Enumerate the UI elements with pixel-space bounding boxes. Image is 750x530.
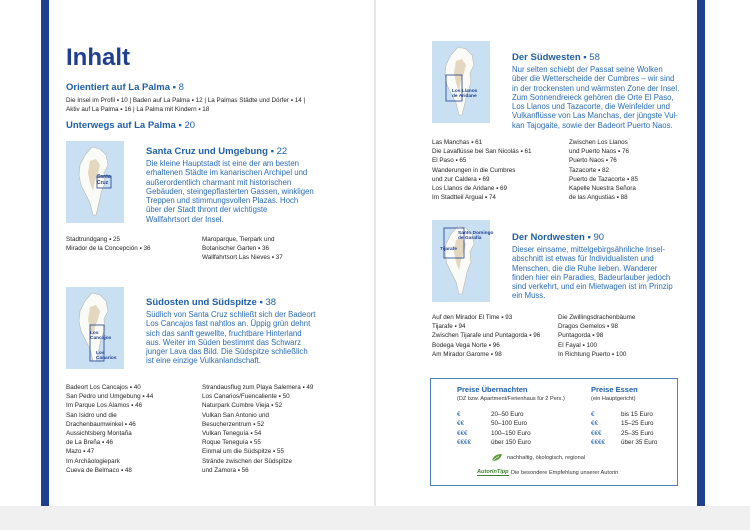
leaf-legend-text: nachhaltig, ökologisch, regional <box>507 455 586 461</box>
suedwesten-map-label: Los Llanos de Aridane <box>452 89 478 100</box>
nordwesten-list-1: Auf den Mirador El Time ▪ 93 Tijarafe ▪ 94 Zwischen Tijarafe und Puntagorda ▪ 96 Bodega Vega Norte ▪ 96 Am Mirador Garome ▪ 98 <box>432 314 541 358</box>
page-shadow <box>0 506 750 530</box>
page-title: Inhalt <box>66 44 130 71</box>
right-edge-bar <box>697 0 705 506</box>
suedwesten-heading[interactable]: Der Südwesten ▪ 58 <box>512 52 600 63</box>
unterwegs-heading[interactable]: Unterwegs auf La Palma ▪ 20 <box>66 120 196 131</box>
price-food-values: bis 15 Euro 15–25 Euro 25–35 Euro über 35 Euro <box>621 411 658 446</box>
santa-cruz-list-1: Stadtrundgang ▪ 25 Mirador de la Concepción ▪ 36 <box>66 236 151 253</box>
nordwesten-list-2: Die Zwillingsdrachenbäume Dragos Gemelos ▪ 98 Puntagorda ▪ 98 El Fayal ▪ 100 In Richtung Puerto ▪ 100 <box>558 314 636 358</box>
nordwesten-intro: Dieser einsame, mittelgebirgsähnliche Insel- abschnitt ist etwas für Individualisten und Menschen, die die Ruhe lieben. Wanderer finden hier ein Paradies, Badeurlauber jedoch sind verkehrt, und ein Mietwagen ist im Prinzip ein Muss. <box>512 245 673 301</box>
orient-heading[interactable]: Orientiert auf La Palma ▪ 8 <box>66 82 184 93</box>
book-fold <box>374 0 376 506</box>
sueden-list-2: Strandausflug zum Playa Salemera ▪ 49 Los Canarios/Fuencaliente ▪ 50 Naturpark Cumbre Vieja ▪ 52 Vulkan San Antonio und Besucherzentrum ▪ 52 Vulkan Teneguía ▪ 54 Roque Teneguía ▪ 55 Einmal um die Südspitze ▪ 55 Strände zwischen der Südspitze und Zamora ▪ 56 <box>202 384 314 474</box>
price-food-symbols: € €€ €€€ €€€€ <box>591 411 606 446</box>
santa-cruz-heading[interactable]: Santa Cruz und Umgebung ▪ 22 <box>146 146 288 157</box>
nordwesten-map-label-1: Santo Domingo de Garafía <box>458 231 494 242</box>
sueden-map-label-1: Los Cancajos <box>90 331 112 342</box>
autorin-tipp-logo: AutorinTipp <box>477 469 509 475</box>
orient-list: Die Insel im Profil ▪ 10 | Baden auf La Palma ▪ 12 | La Palmas Städte und Dörfer ▪ 14 | Aktiv auf La Palma ▪ 16 | La Palma mit Kindern ▪ 18 <box>66 97 306 114</box>
suedwesten-list-2: Zwischen Los Llanos und Puerto Naos ▪ 76 Puerto Naos ▪ 76 Tazacorte ▪ 82 Puerto de Tazacorte ▪ 85 Kapelle Nuestra Señora de las Angustias ▪ 88 <box>569 139 638 202</box>
nordwesten-heading[interactable]: Der Nordwesten ▪ 90 <box>512 232 605 243</box>
price-stay-sub: (DZ bzw. Apartment/Ferienhaus für 2 Pers.) <box>457 396 565 402</box>
sueden-map-label-2: Los Canarios <box>96 351 117 362</box>
santa-cruz-map-label: Santa Cruz <box>97 174 111 186</box>
suedwesten-list-1: Las Manchas ▪ 61 Die Lavaflüsse bei San Nicolás ▪ 61 El Paso ▪ 65 Wanderungen in die Cumbres und zur Caldera ▪ 69 Los Llanos de Aridane ▪ 69 Im Stadtteil Argual ▪ 74 <box>432 139 532 202</box>
sueden-list-1: Badeort Los Cancajos ▪ 40 San Pedro und Umgebung ▪ 44 Im Parque Los Alamos ▪ 46 San Isidro und die Drachenbaumwinkel ▪ 46 Aussichtsberg Montaña de La Breña ▪ 46 Mazo ▪ 47 Im Archäologiepark Cueva de Belmaco ▪ 48 <box>66 384 154 474</box>
left-edge-bar <box>41 0 49 506</box>
nordwesten-map-label-2: Tijarafe <box>440 247 457 252</box>
sueden-heading[interactable]: Südosten und Südspitze ▪ 38 <box>146 297 277 308</box>
price-stay-heading: Preise Übernachten <box>457 385 528 394</box>
santa-cruz-intro: Die kleine Hauptstadt ist eine der am besten erhaltenen Städte im kanarischen Archipel und außerordentlich charmant mit historischen Gebäuden, steingepflasterten Gassen, winkligen Treppen und stimmungsvollen Plazas. Hoch über der Stadt thront der wichtigste Wallfahrtsort der Insel. <box>146 159 314 224</box>
price-legend-box <box>430 378 678 486</box>
suedwesten-intro: Nur selten schiebt der Passat seine Wolken über die Wetterscheide der Cumbres – wir sind in der trockensten und wärmsten Zone der Insel. Zum Sonnendreieck gehören die Orte El Paso, Los Llanos und Tazacorte, die Weinfelder und Vulkanflüsse von Las Manchas, der jüngste Vul- kan Tajogaite, sowie der Badeort Puerto Naos. <box>512 65 680 130</box>
suedwesten-map <box>432 41 490 123</box>
price-food-heading: Preise Essen <box>591 385 638 394</box>
sueden-intro: Südlich von Santa Cruz schließt sich der Badeort Los Cancajos fast nahtlos an. Üppig grün dehnt sich das sanft gewellte, fruchtbare Hinterland aus. Weiter im Süden bestimmt das Schwarz junger Lava das Bild. Die Südspitze schließlich ist eine einzige Vulkanlandschaft. <box>146 310 316 366</box>
price-stay-values: 20–50 Euro 50–100 Euro 100–150 Euro über 150 Euro <box>491 411 531 446</box>
santa-cruz-map <box>66 141 124 223</box>
price-food-sub: (ein Hauptgericht) <box>591 396 636 402</box>
leaf-icon <box>491 453 503 462</box>
price-stay-symbols: € €€ €€€ €€€€ <box>457 411 472 446</box>
tipp-legend-text: Die besondere Empfehlung unserer Autorin <box>511 470 619 476</box>
santa-cruz-list-2: Maroparque, Tierpark und Botanischer Garten ▪ 36 Wallfahrtsort Las Nieves ▪ 37 <box>202 236 283 262</box>
